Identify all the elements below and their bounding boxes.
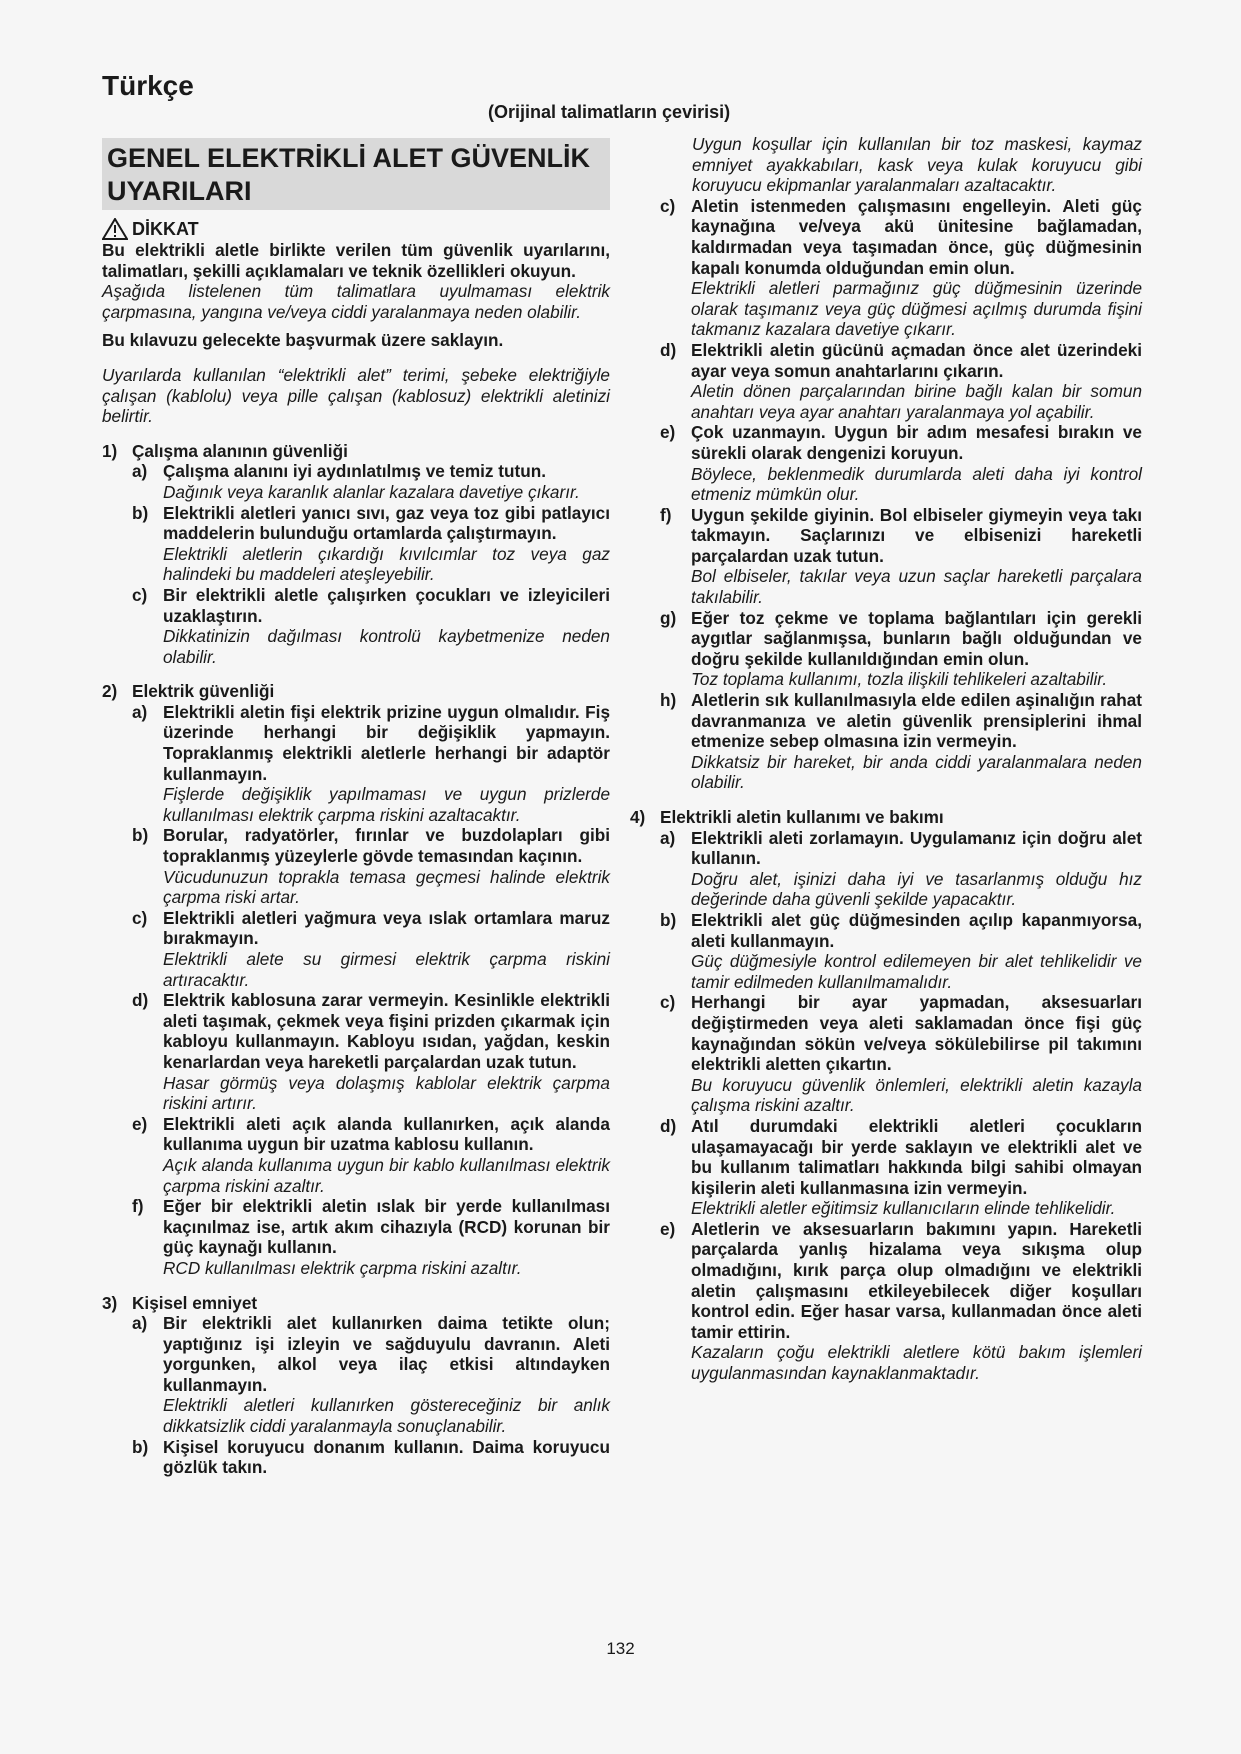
list-item: a) Çalışma alanını iyi aydınlatılmış ve temiz tutun. Dağınık veya karanlık alanlar kazalara davetiye çıkarır. (132, 461, 580, 502)
term-definition-text: Uyarılarda kullanılan “elektrikli alet” terimi, şebeke elektriğiyle çalışan (kablolu) veya pille çalışan (kablosuz) elektrikli aletinizi belirtir. (102, 364, 610, 427)
section-heading: 2) Elektrik güvenliği (102, 681, 275, 702)
page-number: 132 (606, 1639, 635, 1658)
keep-manual-text: Bu kılavuzu gelecekte başvurmak üzere saklayın. (102, 330, 504, 351)
list-item: f) Uygun şekilde giyinin. Bol elbiseler giymeyin veya takı takmayın. Saçlarınızı ve elbisenizi hareketli parçalardan uzak tutun. Bol elbiseler, takılar veya uzun saçlar hareketli parçalara takılabilir. (660, 504, 1142, 608)
section-heading: 3) Kişisel emniyet (102, 1292, 258, 1313)
list-item: h) Aletlerin sık kullanılmasıyla elde edilen aşinalığın rahat davranmanıza ve aletin güvenlik prensiplerini ihmal etmenize sebep olmasına izin vermeyin. Dikkatsiz bir hareket, bir anda ciddi yaralanmalara neden olabilir. (660, 690, 1142, 793)
translation-subtitle: (Orijinal talimatların çevirisi) (488, 102, 731, 122)
caution-heading (102, 218, 610, 240)
caution-italic-text: Aşağıda listelenen tüm talimatlara uyulmaması elektrik çarpmasına, yangına ve/veya ciddi yaralanmaya neden olabilir. (102, 281, 610, 322)
list-item: c) Bir elektrikli aletle çalışırken çocukları ve izleyicileri uzaklaştırın. Dikkatinizin dağılması kontrolü kaybetmenize neden olabilir. (132, 584, 610, 667)
list-item: g) Eğer toz çekme ve toplama bağlantıları için gerekli aygıtlar sağlanmışsa, bunların bağlı olduğundan ve doğru şekilde kullanıldığından emin olun. Toz toplama kullanımı, tozla ilişkili tehlikeleri azaltabilir. (660, 607, 1142, 690)
section-heading: 4) Elektrikli aletin kullanımı ve bakımı (630, 807, 944, 827)
list-item: a) Bir elektrikli alet kullanırken daima tetikte olun; yaptığınız işi izleyin ve sağduyulu davranın. Aleti yorgunken, alkol veya ilaç etkisi altındayken kullanmayın. Elektrikli aletleri kullanırken göstereceğiniz bir anlık dikkatsizlik ciddi yaralanmayla sonuçlanabilir. (132, 1313, 610, 1437)
list-item: b) Borular, radyatörler, fırınlar ve buzdolapları gibi topraklanmış yüzeylerle gövde temasından kaçının. Vücudunuzun toprakla temasa geçmesi halinde elektrik çarpma riski artar. (132, 825, 610, 908)
continued-text: Uygun koşullar için kullanılan bir toz maskesi, kaymaz emniyet ayakkabıları, kask veya kulak koruyucu gibi koruyucu ekipmanlar yaralanmaları azaltacaktır. (692, 134, 1142, 196)
list-item: c) Herhangi bir ayar yapmadan, aksesuarları değiştirmeden veya aleti saklamadan önce fişi güç kaynağından sökün ve/veya sökülebilirse pil takımını elektrikli aletten çıkartın. Bu koruyucu güvenlik önlemleri, elektrikli aletin kazayla çalışma riskini azaltır. (660, 992, 1142, 1116)
caution-bold-text: Bu elektrikli aletle birlikte verilen tüm güvenlik uyarılarını, talimatları, şekilli açıklamaları ve teknik özellikleri okuyun. (102, 240, 610, 281)
list-item: e) Aletlerin ve aksesuarların bakımını yapın. Hareketli parçalarda yanlış hizalama veya sıkışma olup olmadığını, kırık parça olup olmadığını ve elektrikli aletin çalışmasını etkileyebilecek diğer koşulları kontrol edin. Eğer hasar varsa, kullanmadan önce aleti tamir ettirin. Kazaların çoğu elektrikli aletlere kötü bakım işlemleri uygulanmasından kaynaklanmaktadır. (660, 1218, 1142, 1384)
list-item: e) Çok uzanmayın. Uygun bir adım mesafesi bırakın ve sürekli olarak dengenizi koruyun. Böylece, beklenmedik durumlarda aleti daha iyi kontrol etmeniz mümkün olur. (660, 422, 1142, 505)
list-item: f) Eğer bir elektrikli aletin ıslak bir yerde kullanılması kaçınılmaz ise, artık akım cihazıyla (RCD) korunan bir güç kaynağı kullanın. RCD kullanılması elektrik çarpma riskini azaltır. (132, 1196, 610, 1278)
language-heading: Türkçe (102, 70, 194, 101)
section-heading: 1) Çalışma alanının güvenliği (102, 440, 348, 461)
left-column (102, 138, 610, 1478)
list-item: b) Elektrikli alet güç düğmesinden açılıp kapanmıyorsa, aleti kullanmayın. Güç düğmesiyle kontrol edilemeyen bir alet tehlikelidir ve tamir edilmeden kullanılmamalıdır. (660, 909, 1142, 992)
list-item: d) Atıl durumdaki elektrikli aletleri çocukların ulaşamayacağı bir yerde saklayın ve elektrikli alet ve bu kullanım talimatları hakkında bilgi sahibi olmayan kişilerin aleti kullanmasına izin vermeyin. Elektrikli aletler eğitimsiz kullanıcıların elinde tehlikelidir. (660, 1115, 1142, 1219)
right-column (630, 134, 1142, 1384)
page-title: GENEL ELEKTRİKLİ ALET GÜVENLİK UYARILARI (107, 143, 591, 206)
list-item: a) Elektrikli aleti zorlamayın. Uygulamanız için doğru alet kullanın. Doğru alet, işinizi daha iyi ve tasarlanmış olduğu hız değerinde daha güvenli şekilde yapacaktır. (660, 827, 1142, 910)
caution-label: DİKKAT (132, 218, 199, 239)
list-item: a) Elektrikli aletin fişi elektrik prizine uygun olmalıdır. Fiş üzerinde herhangi bir değişiklik yapmayın. Topraklanmış elektrikli aletlerle herhangi bir adaptör kullanmayın. Fişlerde değişiklik yapılmaması ve uygun prizlerde kullanılması elektrik çarpma riskini azaltacaktır. (132, 701, 610, 825)
list-item: c) Aletin istenmeden çalışmasını engelleyin. Aleti güç kaynağına ve/veya akü ünitesine bağlamadan, kaldırmadan veya taşımadan önce, güç düğmesinin kapalı konumda olduğundan emin olun. Elektrikli aletleri parmağınız güç düğmesinin üzerinde olarak taşımanız veya güç düğmesi açılmış durumda fişini takmanız kazalara davetiye çıkarır. (660, 195, 1142, 340)
list-item: b) Kişisel koruyucu donanım kullanın. Daima koruyucu gözlük takın. (132, 1436, 610, 1478)
warning-triangle-icon (102, 218, 128, 240)
title-box (102, 138, 610, 210)
list-item: d) Elektrik kablosuna zarar vermeyin. Kesinlikle elektrikli aleti taşımak, çekmek veya fişini prizden çıkarmak için kabloyu kullanmayın. Kabloyu ısıdan, yağdan, keskin kenarlardan veya hareketli parçalardan uzak tutun. Hasar görmüş veya dolaşmış kablolar elektrik çarpma riskini artırır. (132, 990, 610, 1114)
list-item: c) Elektrikli aletleri yağmura veya ıslak ortamlara maruz bırakmayın. Elektrikli alete su girmesi elektrik çarpma riskini artıracaktır. (132, 907, 610, 990)
list-item: b) Elektrikli aletleri yanıcı sıvı, gaz veya toz gibi patlayıcı maddelerin bulunduğu ortamlarda çalıştırmayın. Elektrikli aletlerin çıkardığı kıvılcımlar toz veya gaz halindeki bu maddeleri ateşleyebilir. (132, 502, 610, 585)
list-item: e) Elektrikli aleti açık alanda kullanırken, açık alanda kullanıma uygun bir uzatma kablosu kullanın. Açık alanda kullanıma uygun bir kablo kullanılması elektrik çarpma riskini azaltır. (132, 1113, 610, 1196)
list-item: d) Elektrikli aletin gücünü açmadan önce alet üzerindeki ayar veya somun anahtarlarını çıkarın. Aletin dönen parçalarından birine bağlı kalan bir somun anahtarı veya ayar anahtarı yaralanmaya yol açabilir. (660, 339, 1142, 422)
